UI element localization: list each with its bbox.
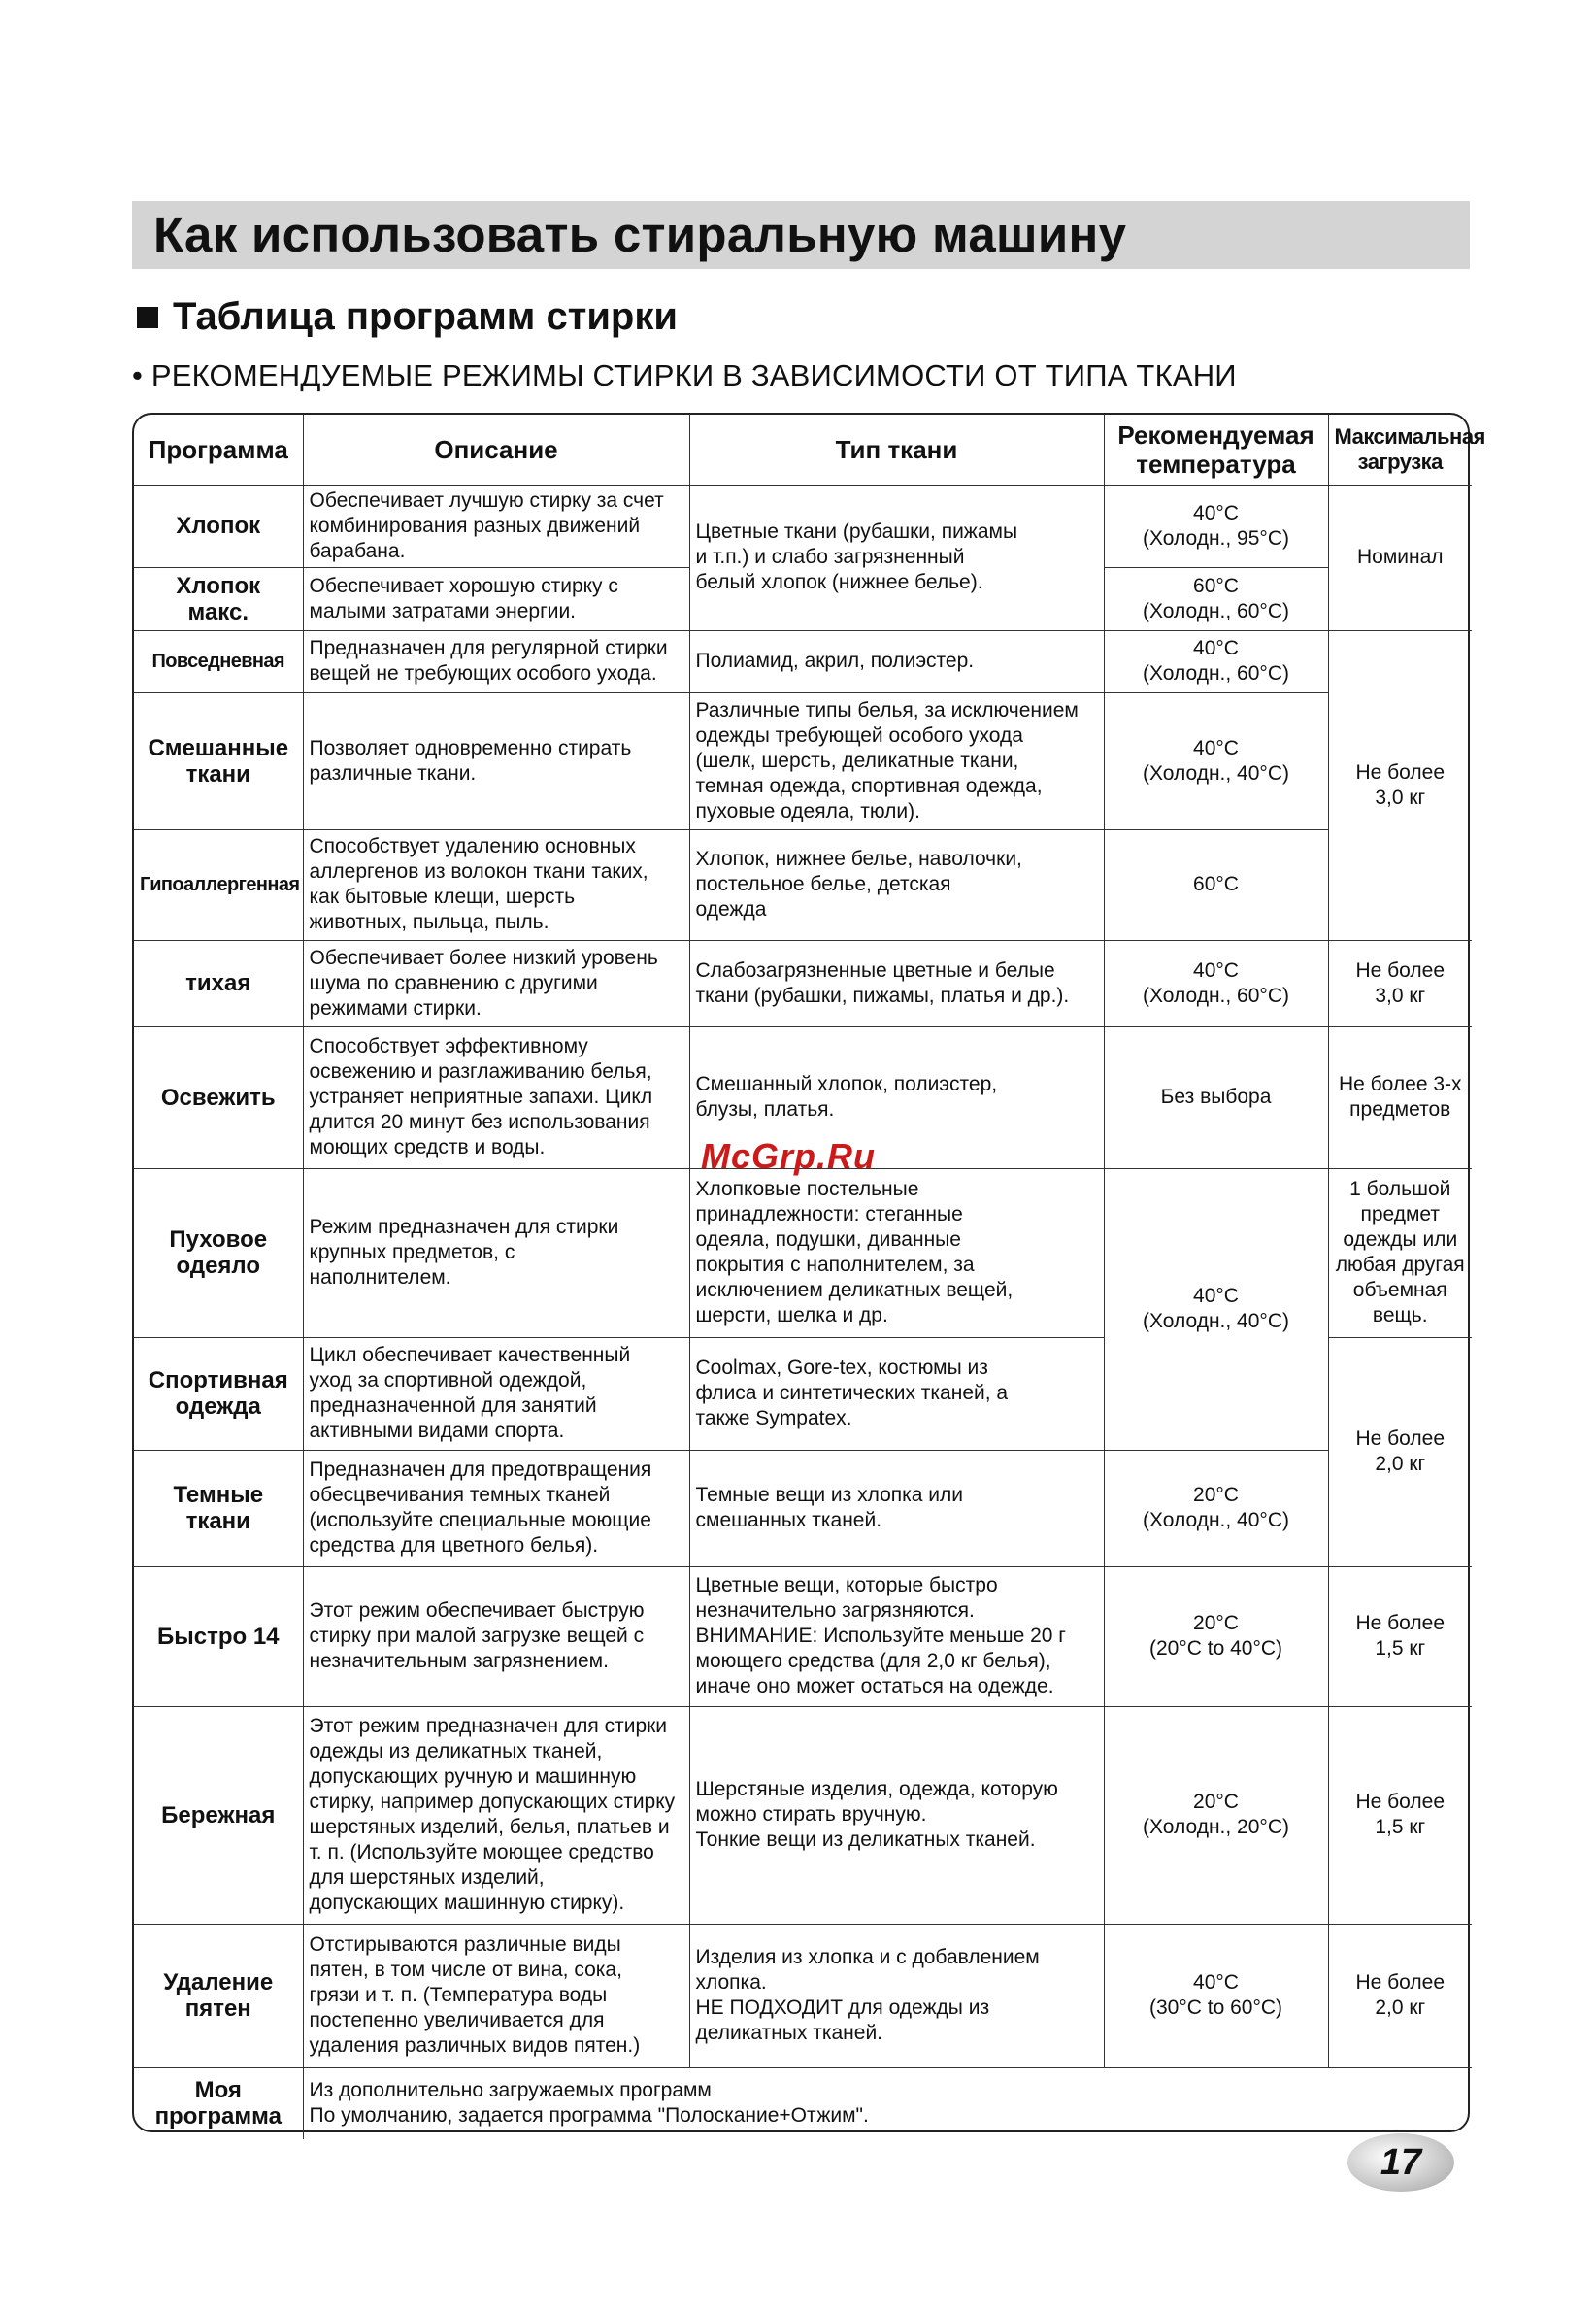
- description-cell: Из дополнительно загружаемых программ По умолчанию, задается программа "Полоскание+Отжим".: [303, 2067, 1472, 2139]
- header-program: Программа: [134, 415, 303, 485]
- load-cell: Не более 1,5 кг: [1328, 1706, 1472, 1924]
- fabric-cell: Различные типы белья, за исключением одежды требующей особого ухода (шелк, шерсть, деликатные ткани, темная одежда, спортивная одежда, пуховые одеяла, тюли).: [689, 692, 1104, 829]
- program-cell: Быстро 14: [134, 1566, 303, 1706]
- temperature-cell: 40°C (Холодн., 60°C): [1104, 630, 1328, 692]
- load-cell: Не более 2,0 кг: [1328, 1337, 1472, 1566]
- program-cell: Хлопок макс.: [134, 567, 303, 630]
- temperature-cell: 60°C: [1104, 829, 1328, 940]
- temperature-cell: 40°C (Холодн., 40°C): [1104, 692, 1328, 829]
- temperature-cell: 40°C (30°C to 60°C): [1104, 1924, 1328, 2067]
- description-cell: Предназначен для регулярной стирки вещей не требующих особого ухода.: [303, 630, 689, 692]
- temperature-cell: 40°C (Холодн., 40°C): [1104, 1168, 1328, 1450]
- temperature-cell: Без выбора: [1104, 1026, 1328, 1168]
- table-row: [134, 2067, 1472, 2139]
- table-row: [134, 1706, 1472, 1924]
- table-row: [134, 1924, 1472, 2067]
- program-cell: Повседневная: [134, 630, 303, 692]
- load-cell: Не более 1,5 кг: [1328, 1566, 1472, 1706]
- description-cell: Режим предназначен для стирки крупных предметов, с наполнителем.: [303, 1168, 689, 1337]
- page-number: 17: [1347, 2133, 1454, 2192]
- program-cell: Хлопок: [134, 485, 303, 567]
- program-cell: Спортивная одежда: [134, 1337, 303, 1450]
- description-cell: Отстирываются различные виды пятен, в том числе от вина, сока, грязи и т. п. (Температура воды постепенно увеличивается для удаления различных видов пятен.): [303, 1924, 689, 2067]
- program-cell: Моя программа: [134, 2067, 303, 2139]
- fabric-cell: Полиамид, акрил, полиэстер.: [689, 630, 1104, 692]
- load-cell: Не более 3,0 кг: [1328, 630, 1472, 940]
- program-cell: Бережная: [134, 1706, 303, 1924]
- table-row: [134, 692, 1472, 829]
- section-subtitle: • РЕКОМЕНДУЕМЫЕ РЕЖИМЫ СТИРКИ В ЗАВИСИМОСТИ ОТ ТИПА ТКАНИ: [132, 358, 1237, 392]
- fabric-cell: Хлопок, нижнее белье, наволочки, постельное белье, детская одежда: [689, 829, 1104, 940]
- description-cell: Способствует эффективному освежению и разглаживанию белья, устраняет неприятные запахи. Цикл длится 20 минут без использования моющих средств и воды.: [303, 1026, 689, 1168]
- table-row: [134, 1566, 1472, 1706]
- fabric-cell: Слабозагрязненные цветные и белые ткани (рубашки, пижамы, платья и др.).: [689, 940, 1104, 1026]
- fabric-cell: Смешанный хлопок, полиэстер, блузы, платья.: [689, 1026, 1104, 1168]
- temperature-cell: 20°C (Холодн., 40°C): [1104, 1450, 1328, 1566]
- temperature-cell: 60°C (Холодн., 60°C): [1104, 567, 1328, 630]
- watermark: McGrp.Ru: [701, 1136, 877, 1176]
- program-cell: Освежить: [134, 1026, 303, 1168]
- load-cell: Не более 2,0 кг: [1328, 1924, 1472, 2067]
- load-cell: 1 большой предмет одежды или любая другая объемная вещь.: [1328, 1168, 1472, 1337]
- table-row: [134, 829, 1472, 940]
- description-cell: Этот режим обеспечивает быструю стирку при малой загрузке вещей с незначительным загрязнением.: [303, 1566, 689, 1706]
- program-cell: Гипоаллергенная: [134, 829, 303, 940]
- description-cell: Обеспечивает более низкий уровень шума по сравнению с другими режимами стирки.: [303, 940, 689, 1026]
- load-cell: Не более 3,0 кг: [1328, 940, 1472, 1026]
- fabric-cell: Цветные ткани (рубашки, пижамы и т.п.) и слабо загрязненный белый хлопок (нижнее белье).: [689, 485, 1104, 630]
- fabric-cell: Шерстяные изделия, одежда, которую можно стирать вручную. Тонкие вещи из деликатных тканей.: [689, 1706, 1104, 1924]
- temperature-cell: 40°C (Холодн., 95°C): [1104, 485, 1328, 567]
- programs-table: [132, 413, 1485, 2132]
- program-cell: тихая: [134, 940, 303, 1026]
- page-title: Как использовать стиральную машину: [153, 207, 1127, 262]
- header-temperature: Рекомендуемая температура: [1104, 415, 1328, 485]
- temperature-cell: 20°C (20°C to 40°C): [1104, 1566, 1328, 1706]
- load-cell: Не более 3-х предметов: [1328, 1026, 1472, 1168]
- table-header-row: [134, 415, 1472, 485]
- header-fabric: Тип ткани: [689, 415, 1104, 485]
- table-row: [134, 1450, 1472, 1566]
- description-cell: Способствует удалению основных аллергенов из волокон ткани таких, как бытовые клещи, шерсть животных, пыльца, пыль.: [303, 829, 689, 940]
- fabric-cell: Изделия из хлопка и с добавлением хлопка. НЕ ПОДХОДИТ для одежды из деликатных тканей.: [689, 1924, 1104, 2067]
- description-cell: Обеспечивает лучшую стирку за счет комбинирования разных движений барабана.: [303, 485, 689, 567]
- program-cell: Удаление пятен: [134, 1924, 303, 2067]
- program-cell: Пуховое одеяло: [134, 1168, 303, 1337]
- program-cell: Смешанные ткани: [134, 692, 303, 829]
- section-bullet-icon: [137, 307, 158, 328]
- fabric-cell: Темные вещи из хлопка или смешанных тканей.: [689, 1450, 1104, 1566]
- program-cell: Темные ткани: [134, 1450, 303, 1566]
- description-cell: Предназначен для предотвращения обесцвечивания темных тканей (используйте специальные моющие средства для цветного белья).: [303, 1450, 689, 1566]
- temperature-cell: 40°C (Холодн., 60°C): [1104, 940, 1328, 1026]
- description-cell: Цикл обеспечивает качественный уход за спортивной одеждой, предназначенной для занятий активными видами спорта.: [303, 1337, 689, 1450]
- table-row: [134, 1168, 1472, 1337]
- table-row: [134, 630, 1472, 692]
- header-load: Максимальная загрузка: [1328, 415, 1472, 485]
- description-cell: Позволяет одновременно стирать различные ткани.: [303, 692, 689, 829]
- fabric-cell: Хлопковые постельные принадлежности: стеганные одеяла, подушки, диванные покрытия с наполнителем, за исключением деликатных вещей, шерсти, шелка и др.: [689, 1168, 1104, 1337]
- description-cell: Обеспечивает хорошую стирку с малыми затратами энергии.: [303, 567, 689, 630]
- fabric-cell: Цветные вещи, которые быстро незначительно загрязняются. ВНИМАНИЕ: Используйте меньше 20 г моющего средства (для 2,0 кг белья), иначе оно может остаться на одежде.: [689, 1566, 1104, 1706]
- section-title: Таблица программ стирки: [173, 295, 678, 338]
- header-description: Описание: [303, 415, 689, 485]
- table-row: [134, 485, 1472, 567]
- table-row: [134, 940, 1472, 1026]
- fabric-cell: Coolmax, Gore-tex, костюмы из флиса и синтетических тканей, а также Sympatex.: [689, 1337, 1104, 1450]
- description-cell: Этот режим предназначен для стирки одежды из деликатных тканей, допускающих ручную и машинную стирку, например допускающих стирку шерстяных изделий, белья, платьев и т. п. (Используйте моющее средство для шерстяных изделий, допускающих машинную стирку).: [303, 1706, 689, 1924]
- temperature-cell: 20°C (Холодн., 20°C): [1104, 1706, 1328, 1924]
- load-cell: Номинал: [1328, 485, 1472, 630]
